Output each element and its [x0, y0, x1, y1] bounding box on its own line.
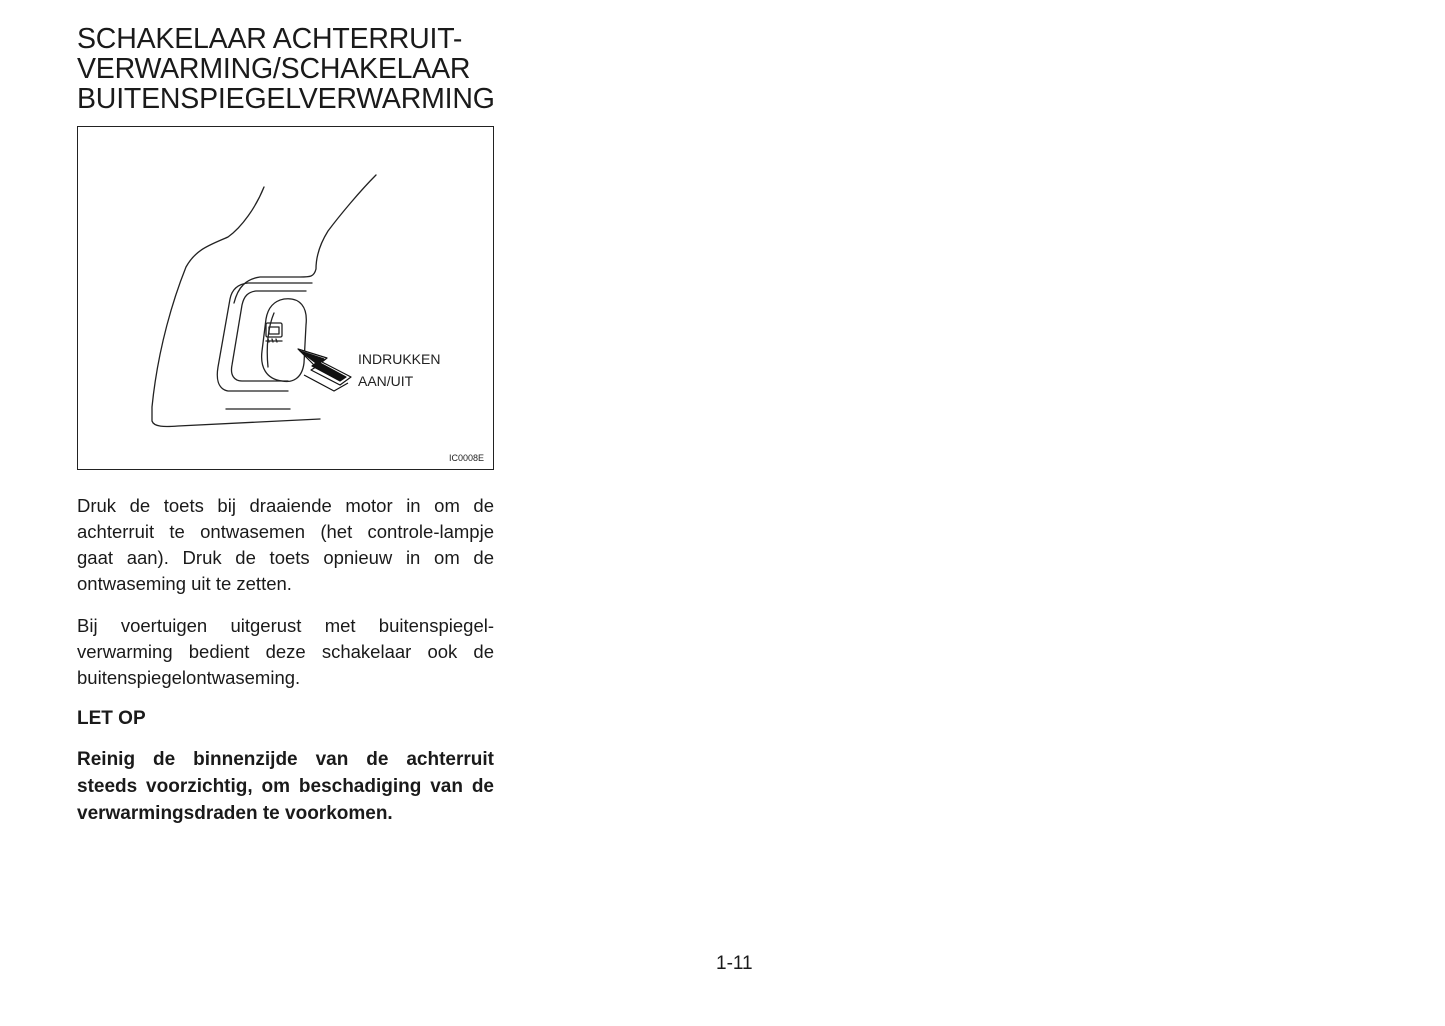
- section-title-line-2: VERWARMING/SCHAKELAAR: [77, 53, 471, 85]
- caution-heading: LET OP: [77, 708, 146, 729]
- switch-illustration-figure: [77, 126, 494, 470]
- figure-label-on-off: AAN/UIT: [358, 373, 414, 389]
- section-title-line-1: SCHAKELAAR ACHTERRUIT-: [77, 23, 463, 55]
- rear-defroster-switch-illustration-icon: [78, 127, 495, 471]
- caution-text: Reinig de binnenzijde van de achterruit steeds voorzichtig, om beschadiging van de verwarmingsdraden te voorkomen.: [77, 749, 494, 824]
- figure-label-press: INDRUKKEN: [358, 351, 441, 367]
- section-title-line-3: BUITENSPIEGELVERWARMING: [77, 83, 495, 115]
- paragraph-mirror-heating: Bij voertuigen uitgerust met buitenspiegel-verwarming bedient deze schakelaar ook de buitenspiegelontwaseming.: [77, 615, 494, 688]
- paragraph-operation: Druk de toets bij draaiende motor in om de achterruit te ontwasemen (het controle-lampje gaat aan). Druk de toets opnieuw in om de ontwaseming uit te zetten.: [77, 495, 494, 594]
- section-title: [77, 24, 517, 114]
- figure-code: IC0008E: [448, 453, 484, 463]
- page-number: 1-11: [716, 953, 753, 974]
